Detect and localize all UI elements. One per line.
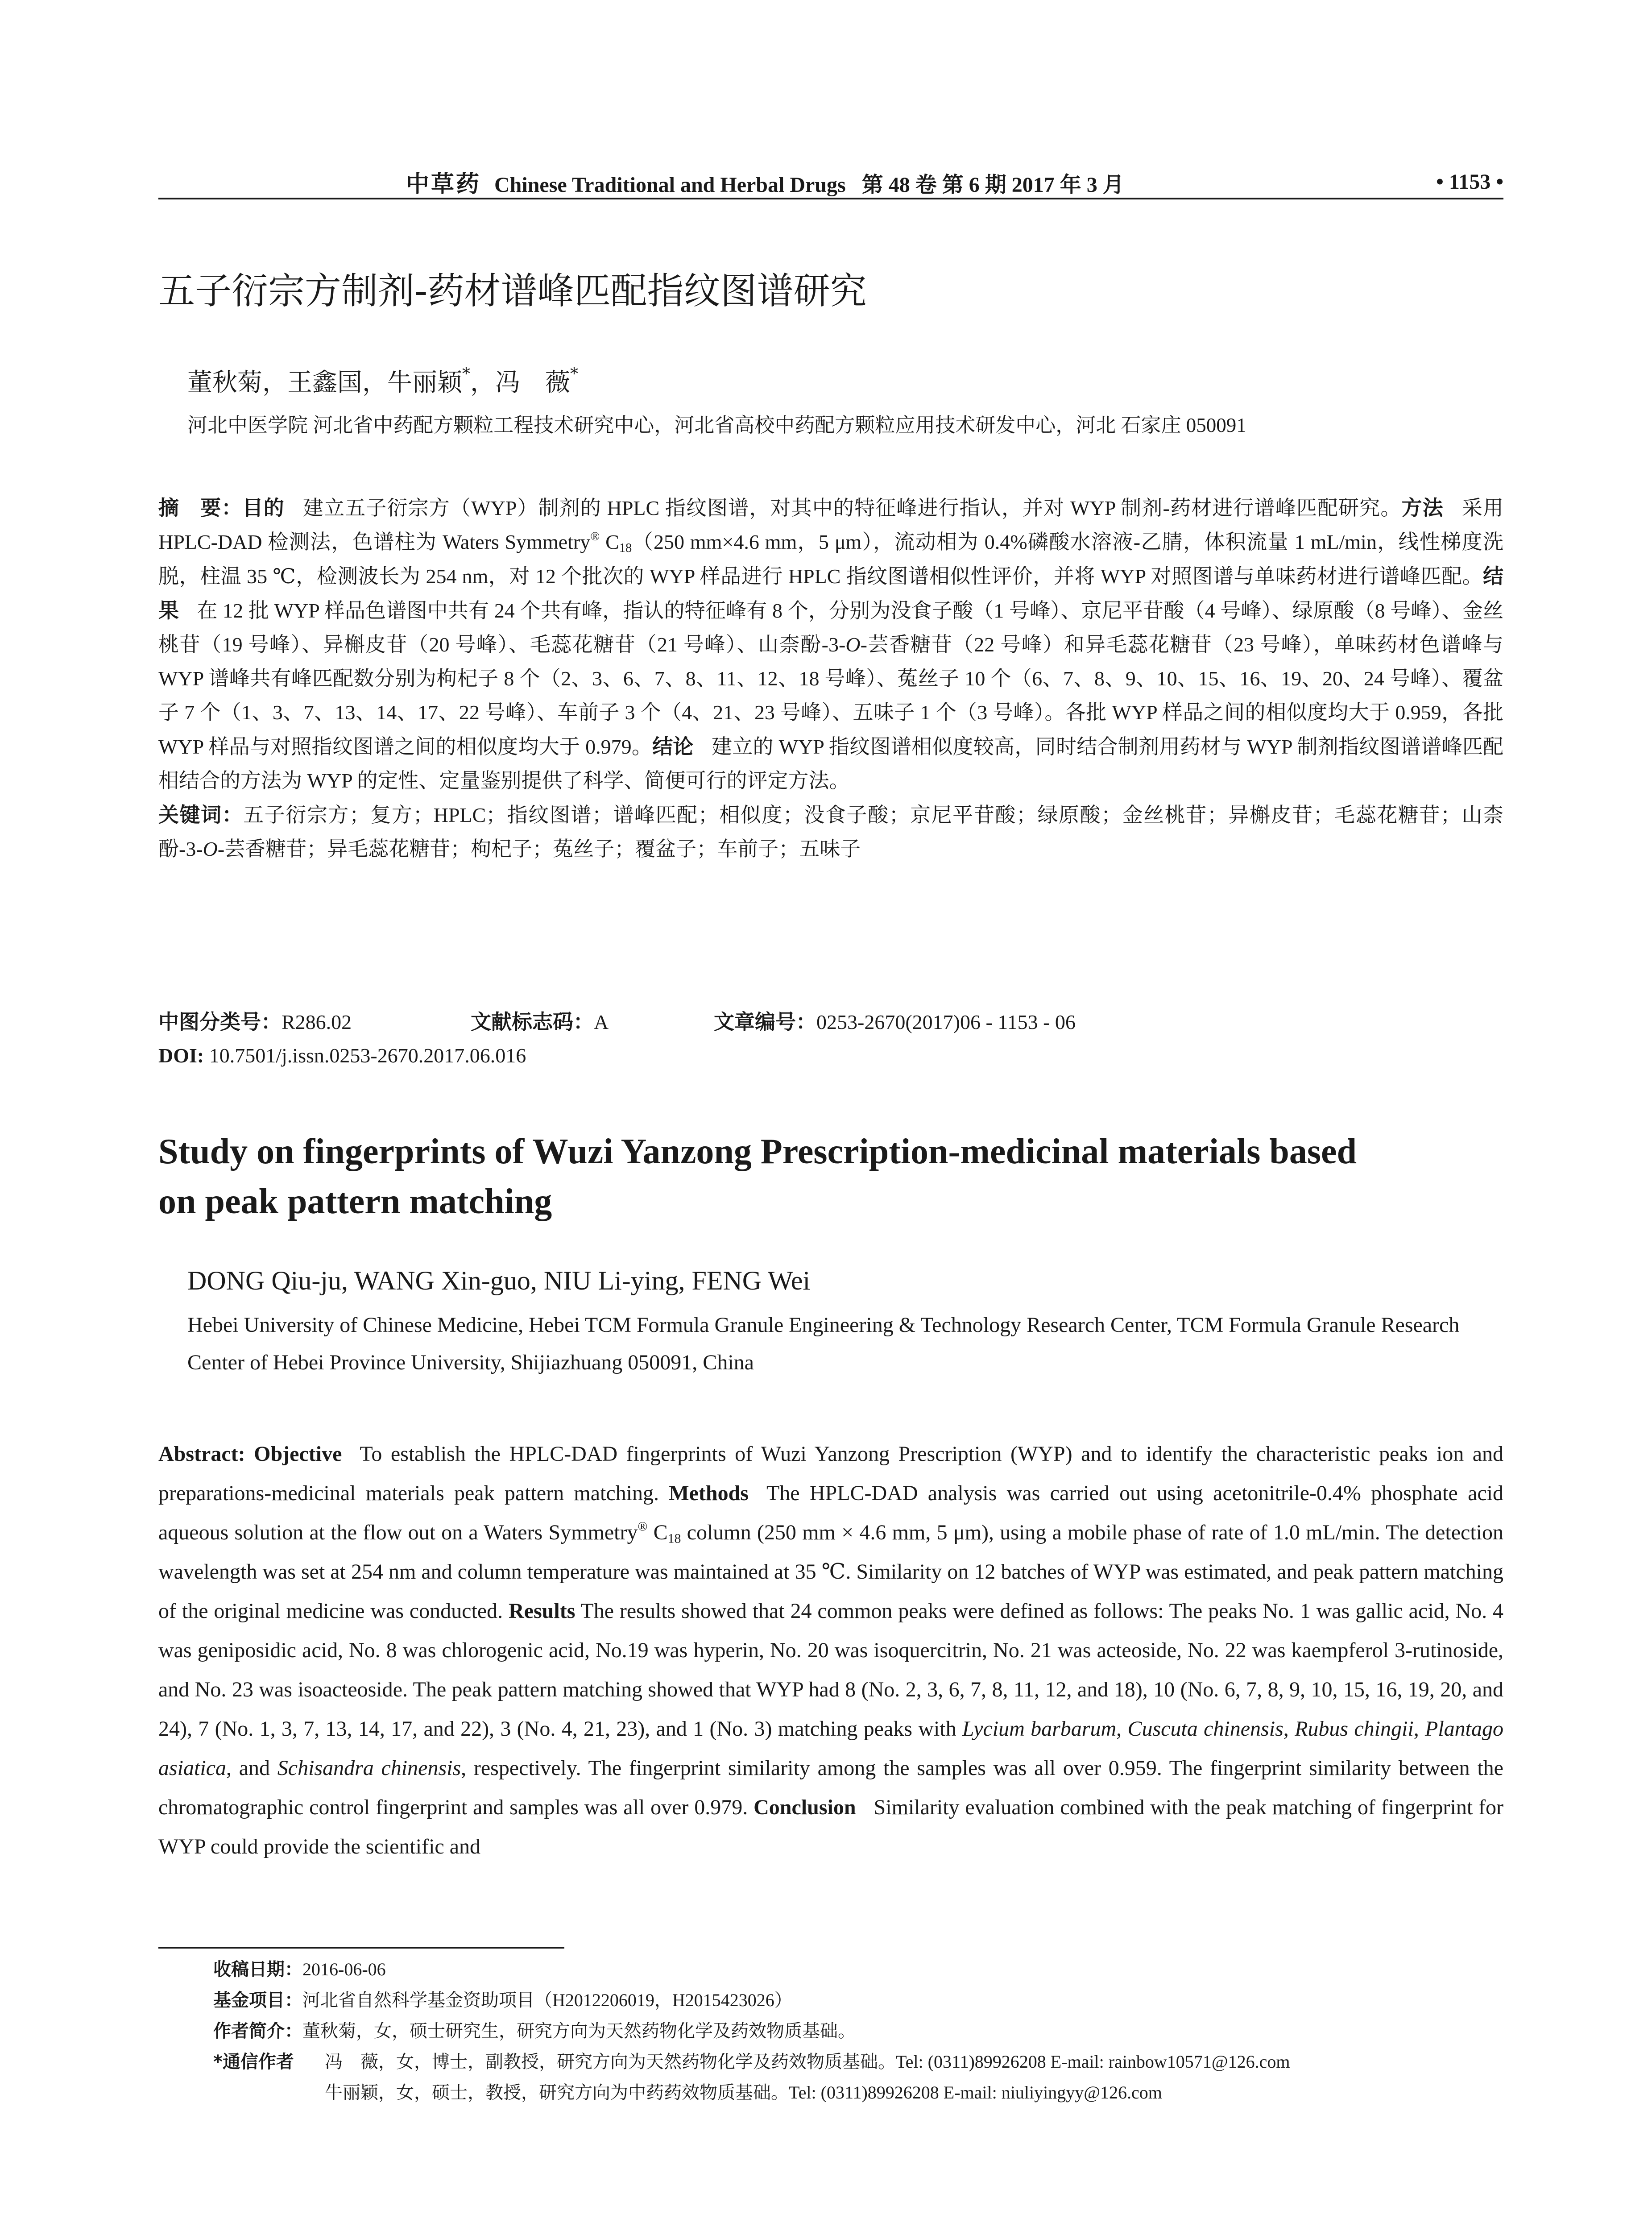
bio-label: 作者简介： <box>213 2021 302 2041</box>
corr-label: *通信作者 <box>213 2052 294 2072</box>
cn-objective-text: 建立五子衍宗方（WYP）制剂的 HPLC 指纹图谱，对其中的特征峰进行指认，并对 WYP 制剂-药材进行谱峰匹配研究。 <box>302 497 1402 519</box>
cn-author-2: 王鑫国， <box>287 368 387 397</box>
species-cuscuta: Cuscuta chinensis <box>1127 1717 1284 1741</box>
footnote-rule <box>158 1947 564 1949</box>
cn-author-3: 牛丽颖 <box>387 368 462 397</box>
subscript-18: 18 <box>619 541 632 556</box>
en-affiliation: Hebei University of Chinese Medicine, Hebei TCM Formula Granule Engineering & Technology Research Center, TCM Formula Granule Research Center of Hebei Province University, Shijiazhuang 050091, China <box>187 1313 1460 1374</box>
cn-methods-text-3: （250 mm×4.6 mm，5 μm），流动相为 0.4%磷酸水溶液-乙腈，体积流量 1 mL/min，线性梯度洗脱，柱温 35 ℃，检测波长为 254 nm，对 12 个批次的 WYP 样品进行 HPLC 指纹图谱相似性评价，并将 WYP 对照图谱与单味药材进行谱峰匹配。 <box>158 531 1503 588</box>
cn-results-text-2: -芸香糖苷（22 号峰）和异毛蕊花糖苷（23 号峰），单味药材色谱峰与 WYP 谱峰共有峰匹配数分别为枸杞子 8 个（2、3、6、7、8、11、12、18 号峰）、菟丝子 10 个（6、7、8、9、10、15、16、19、20、24 号峰）、覆盆子 7 个（1、3、7、13、14、17、22 号峰）、车前子 3 个（4、21、23 号峰）、五味子 1 个（3 号峰）。各批 WYP 样品之间的相似度均大于 0.959，各批 WYP 样品与对照指纹图谱之间的相似度均大于 0.979。 <box>158 633 1503 758</box>
corr-author-2: 牛丽颖，女，硕士，教授，研究方向为中药药效物质基础。Tel: (0311)89926208 E-mail: niuliyingyy@126.com <box>325 2082 1162 2102</box>
header-rule <box>158 198 1503 199</box>
species-rubus: Rubus chingii <box>1295 1717 1414 1741</box>
fund-label: 基金项目： <box>213 1990 302 2011</box>
cn-conclusion-label: 结论 <box>652 734 694 759</box>
en-results-text-1: The results showed that 24 common peaks were defined as follows: The peaks No. 1 was gallic acid, No. 4 was geniposidic acid, No. 8 was chlorogenic acid, No.19 was hyperin, No. 20 was isoquercitrin, No. 21 was acteoside, No. 22 was kaempferol 3-rutinoside, and No. 23 was isoacteoside. The peak pattern matching showed that WYP had 8 (No. 2, 3, 6, 7, 8, 11, 12, and 18), 10 (No. 6, 7, 8, 9, 10, 15, 16, 19, 20, and 24), 7 (No. 1, 3, 7, 13, 14, 17, and 22), 3 (No. 4, 21, 23), and 1 (No. 3) matching peaks with <box>158 1599 1504 1741</box>
cn-keywords-text-2: -芸香糖苷；异毛蕊花糖苷；枸杞子；菟丝子；覆盆子；车前子；五味子 <box>217 838 861 860</box>
en-objective-text: To establish the HPLC-DAD fingerprints of Wuzi Yanzong Prescription (WYP) and to identify the characteristic peaks ion and preparations-medicinal materials peak pattern matching. <box>158 1442 1504 1505</box>
doi-label: DOI: <box>158 1044 204 1067</box>
en-title-line-2: on peak pattern matching <box>158 1182 552 1221</box>
cn-abstract <box>158 491 1503 866</box>
en-authors: DONG Qiu-ju, WANG Xin-guo, NIU Li-ying, FENG Wei <box>187 1266 811 1295</box>
cn-results-text-1: 在 12 批 WYP 样品色谱图中共有 24 个共有峰，指认的特征峰有 8 个，分别为没食子酸（1 号峰）、京尼平苷酸（4 号峰）、绿原酸（8 号峰）、金丝桃苷（19 号峰）、异槲皮苷（20 号峰）、毛蕊花糖苷（21 号峰）、山柰酚-3- <box>158 599 1504 656</box>
doi-link[interactable]: 10.7501/j.issn.0253-2670.2017.06.016 <box>209 1044 526 1067</box>
footnote-received <box>213 1956 1507 1983</box>
clc-label: 中图分类号： <box>158 1010 282 1034</box>
en-methods-text-3: column (250 mm × 4.6 mm, 5 μm), using a mobile phase of rate of 1.0 mL/min. The detection wavelength was set at 254 nm and column temperature was maintained at 35 ℃. Similarity on 12 batches of WYP was estimated, and peak pattern matching of the original medicine was conducted. <box>158 1521 1504 1623</box>
en-methods-text-2: C <box>647 1521 668 1544</box>
clc-value: R286.02 <box>282 1011 352 1033</box>
cn-objective-label: 目的 <box>242 496 285 520</box>
footnote-fund <box>213 1987 1507 2014</box>
en-objective-label: Objective <box>254 1442 342 1466</box>
en-abstract-label: Abstract: <box>158 1442 245 1466</box>
cn-author-4: ，冯 薇 <box>470 368 570 397</box>
cn-classification-line <box>158 1005 1503 1039</box>
registered-mark: ® <box>638 1519 648 1534</box>
cn-author-1: 董秋菊， <box>187 368 287 397</box>
journal-name-cn: 中草药 <box>406 171 481 197</box>
cn-results-label: 结果 <box>158 564 1503 622</box>
en-methods-text-1: The HPLC-DAD analysis was carried out using acetonitrile-0.4% phosphate acid aqueous solution at the flow out on a Waters Symmetry <box>158 1481 1504 1544</box>
en-results-text-2: , respectively. The fingerprint similarity among the samples was all over 0.959. The fingerprint similarity between the chromatographic control fingerprint and samples was all over 0.979. <box>158 1756 1503 1819</box>
subscript-18: 18 <box>667 1531 681 1546</box>
doc-code-value: A <box>594 1011 609 1033</box>
en-conclusion-label: Conclusion <box>754 1796 856 1819</box>
cn-abstract-label: 摘 要： <box>158 496 243 520</box>
en-abstract: Abstract: Objective To establish the HPLC-DAD fingerprints of Wuzi Yanzong Prescription (WYP) and to identify the characteristic peaks ion and preparations-medicinal materials peak pattern matching. Methods The HPLC-DAD analysis was carried out using acetonitrile-0.4% phosphate acid aqueous solution at the flow out on a Waters Symmetry® $C_{18}$ column (250 mm × 4.6 mm, 5 μm), using a mobile phase of rate of 1.0 mL/min. The detection wavelength was set at 254 nm and column temperature was maintained at 35 ℃. Similarity on 12 batches of WYP was estimated, and peak pattern matching of the original medicine was conducted. Results The results showed that 24 common peaks were defined as follows: The peaks No. 1 was gallic acid, No. 4 was geniposidic acid, No. 8 was chlorogenic acid, No.19 was hyperin, No. 20 was isoquercitrin, No. 21 was acteoside, No. 22 was kaempferol 3-rutinoside, and No. 23 was isoacteoside. The peak pattern matching showed that WYP had 8 (No. 2, 3, 6, 7, 8, 11, 12, and 18), 10 (No. 6, 7, 8, 9, 10, 15, 16, 19, 20, and 24), 7 (No. 1, 3, 7, 13, 14, 17, and 22), 3 (No. 4, 21, 23), and 1 (No. 3) matching peaks with Lycium barbarum, Cuscuta chinensis, Rubus chingii, Plantago asiatica, and Schisandra chinensis, respectively. The fingerprint similarity among the samples was all over 0.959. The fingerprint similarity between the chromatographic control fingerprint and samples was all over 0.979. Conclusion Similarity evaluation combined with the peak matching of fingerprint for WYP could provide the scientific and <box>158 1442 1504 1858</box>
footnote-corresponding <box>213 2049 1507 2075</box>
en-title-line-1: Study on fingerprints of Wuzi Yanzong Prescription-medicinal materials based <box>158 1132 1357 1171</box>
received-value: 2016-06-06 <box>302 1959 386 1979</box>
cn-methods-text-1: 采用 HPLC-DAD 检测法，色谱柱为 Waters Symmetry <box>158 497 1504 553</box>
fund-value: 河北省自然科学基金资助项目（H2012206019，H2015423026） <box>302 1990 792 2010</box>
cn-keywords-text-1: 五子衍宗方；复方；HPLC；指纹图谱；谱峰匹配；相似度；没食子酸；京尼平苷酸；绿原酸；金丝桃苷；异槲皮苷；毛蕊花糖苷；山柰酚-3- <box>158 804 1503 860</box>
cn-methods-label: 方法 <box>1401 496 1444 520</box>
corresponding-mark: * <box>462 365 470 383</box>
cn-conclusion-text: 建立的 WYP 指纹图谱相似度较高，同时结合制剂用药材与 WYP 制剂指纹图谱谱峰匹配相结合的方法为 WYP 的定性、定量鉴别提供了科学、简便可行的评定方法。 <box>158 735 1504 792</box>
running-header <box>158 166 1503 197</box>
article-no-value: 0253-2670(2017)06 - 1153 - 06 <box>816 1011 1076 1033</box>
page-number: • 1153 • <box>1436 170 1503 194</box>
registered-mark: ® <box>590 529 600 543</box>
en-results-label: Results <box>509 1599 576 1623</box>
species-lycium: Lycium barbarum <box>962 1717 1117 1741</box>
footnote-corresponding-2 <box>325 2079 1619 2106</box>
en-methods-label: Methods <box>669 1481 749 1505</box>
journal-header-center <box>406 165 1124 199</box>
cn-methods-text-2: C <box>600 531 619 553</box>
footnote-bio <box>213 2018 1507 2044</box>
bio-value: 董秋菊，女，硕士研究生，研究方向为天然药物化学及药效物质基础。 <box>302 2021 856 2041</box>
article-no-label: 文章编号： <box>714 1010 816 1034</box>
en-title <box>158 1127 1541 1227</box>
cn-title: 五子衍宗方制剂-药材谱峰匹配指纹图谱研究 <box>158 270 867 312</box>
corresponding-mark: * <box>570 365 578 383</box>
en-conclusion-text: Similarity evaluation combined with the peak matching of fingerprint for WYP could provide the scientific and <box>158 1796 1504 1858</box>
cn-affiliation: 河北中医学院 河北省中药配方颗粒工程技术研究中心，河北省高校中药配方颗粒应用技术研发中心，河北 石家庄 050091 <box>187 414 1246 436</box>
received-label: 收稿日期： <box>213 1959 302 1980</box>
cn-keywords-label: 关键词： <box>158 803 244 827</box>
species-plantago: Plantago asiatica <box>158 1717 1503 1780</box>
doc-code-label: 文献标志码： <box>471 1010 594 1034</box>
corr-author-1: 冯 薇，女，博士，副教授，研究方向为天然药物化学及药效物质基础。Tel: (0311)89926208 E-mail: rainbow10571@126.com <box>325 2052 1290 2072</box>
doi-line <box>158 1039 1503 1073</box>
cn-authors <box>187 365 1481 401</box>
journal-name-en: Chinese Traditional and Herbal Drugs <box>494 173 846 197</box>
species-schisandra: Schisandra chinensis <box>277 1756 461 1780</box>
o-letter: O <box>203 838 218 860</box>
o-letter: O <box>845 633 861 656</box>
issue-info: 第 48 卷 第 6 期 2017 年 3 月 <box>861 173 1124 197</box>
